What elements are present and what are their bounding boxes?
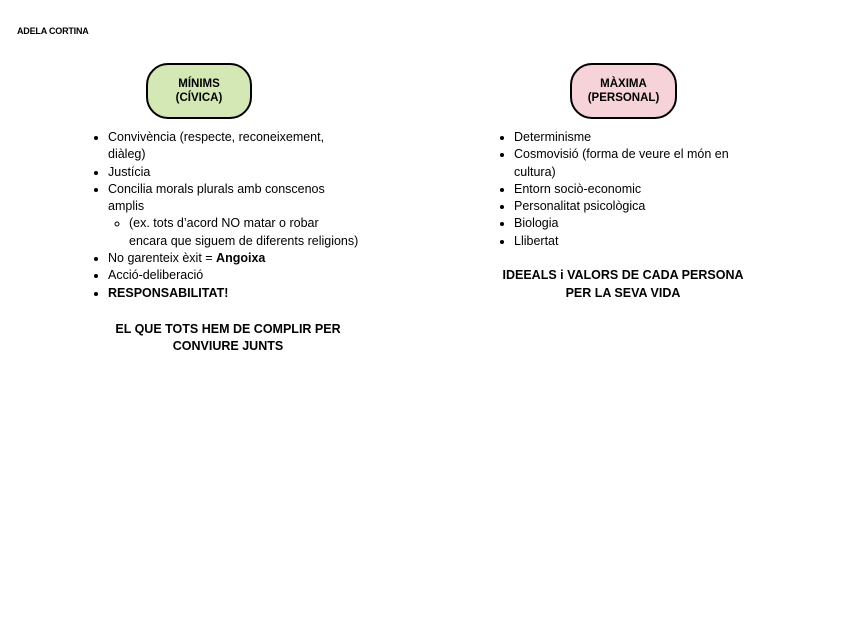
minims-column: [91, 129, 359, 356]
list-item-text: Concilia morals plurals amb conscenos amplis: [108, 181, 325, 214]
minims-label-box: [146, 63, 252, 119]
list-item-text: No garenteix èxit =: [108, 251, 217, 266]
maxima-list: [497, 129, 759, 250]
list-item: • Personalitat psicològica: [514, 198, 759, 215]
minims-list: [91, 129, 359, 302]
list-item: [108, 181, 359, 250]
document-title: ADELA CORTINA: [17, 26, 89, 36]
list-item-bold: Angoixa: [216, 251, 266, 266]
list-item: • Biologia: [514, 215, 759, 232]
maxima-label-line2: (PERSONAL): [587, 92, 660, 104]
list-item: • Determinisme: [514, 129, 759, 146]
list-item: • Justícia: [108, 164, 359, 181]
maxima-column: [497, 129, 759, 302]
minims-label-line1: MÍNIMS: [178, 78, 220, 90]
minims-summary: EL QUE TOTS HEM DE COMPLIR PER CONVIURE JUNTS: [115, 321, 341, 354]
list-item: • Entorn sociò-economic: [514, 181, 759, 198]
list-item: [108, 285, 359, 302]
sub-list-item: ◦ (ex. tots d’acord NO matar o robar encara que siguem de diferents religions): [129, 215, 359, 250]
maxima-label-box: [570, 63, 677, 119]
list-item: • Acció-deliberació: [108, 267, 359, 284]
list-item: • Cosmovisió (forma de veure el món en cultura): [514, 146, 759, 181]
list-item: • Llibertat: [514, 233, 759, 250]
sub-list: [108, 215, 359, 250]
minims-label-line2: (CÍVICA): [175, 92, 223, 104]
list-item: [108, 250, 359, 267]
maxima-summary: IDEEALS i VALORS DE CADA PERSONA PER LA SEVA VIDA: [502, 268, 744, 300]
list-item: • Convivència (respecte, reconeixement, diàleg): [108, 129, 359, 164]
maxima-label-line1: MÀXIMA: [600, 78, 647, 90]
list-item-bold: RESPONSABILITAT!: [108, 285, 229, 300]
